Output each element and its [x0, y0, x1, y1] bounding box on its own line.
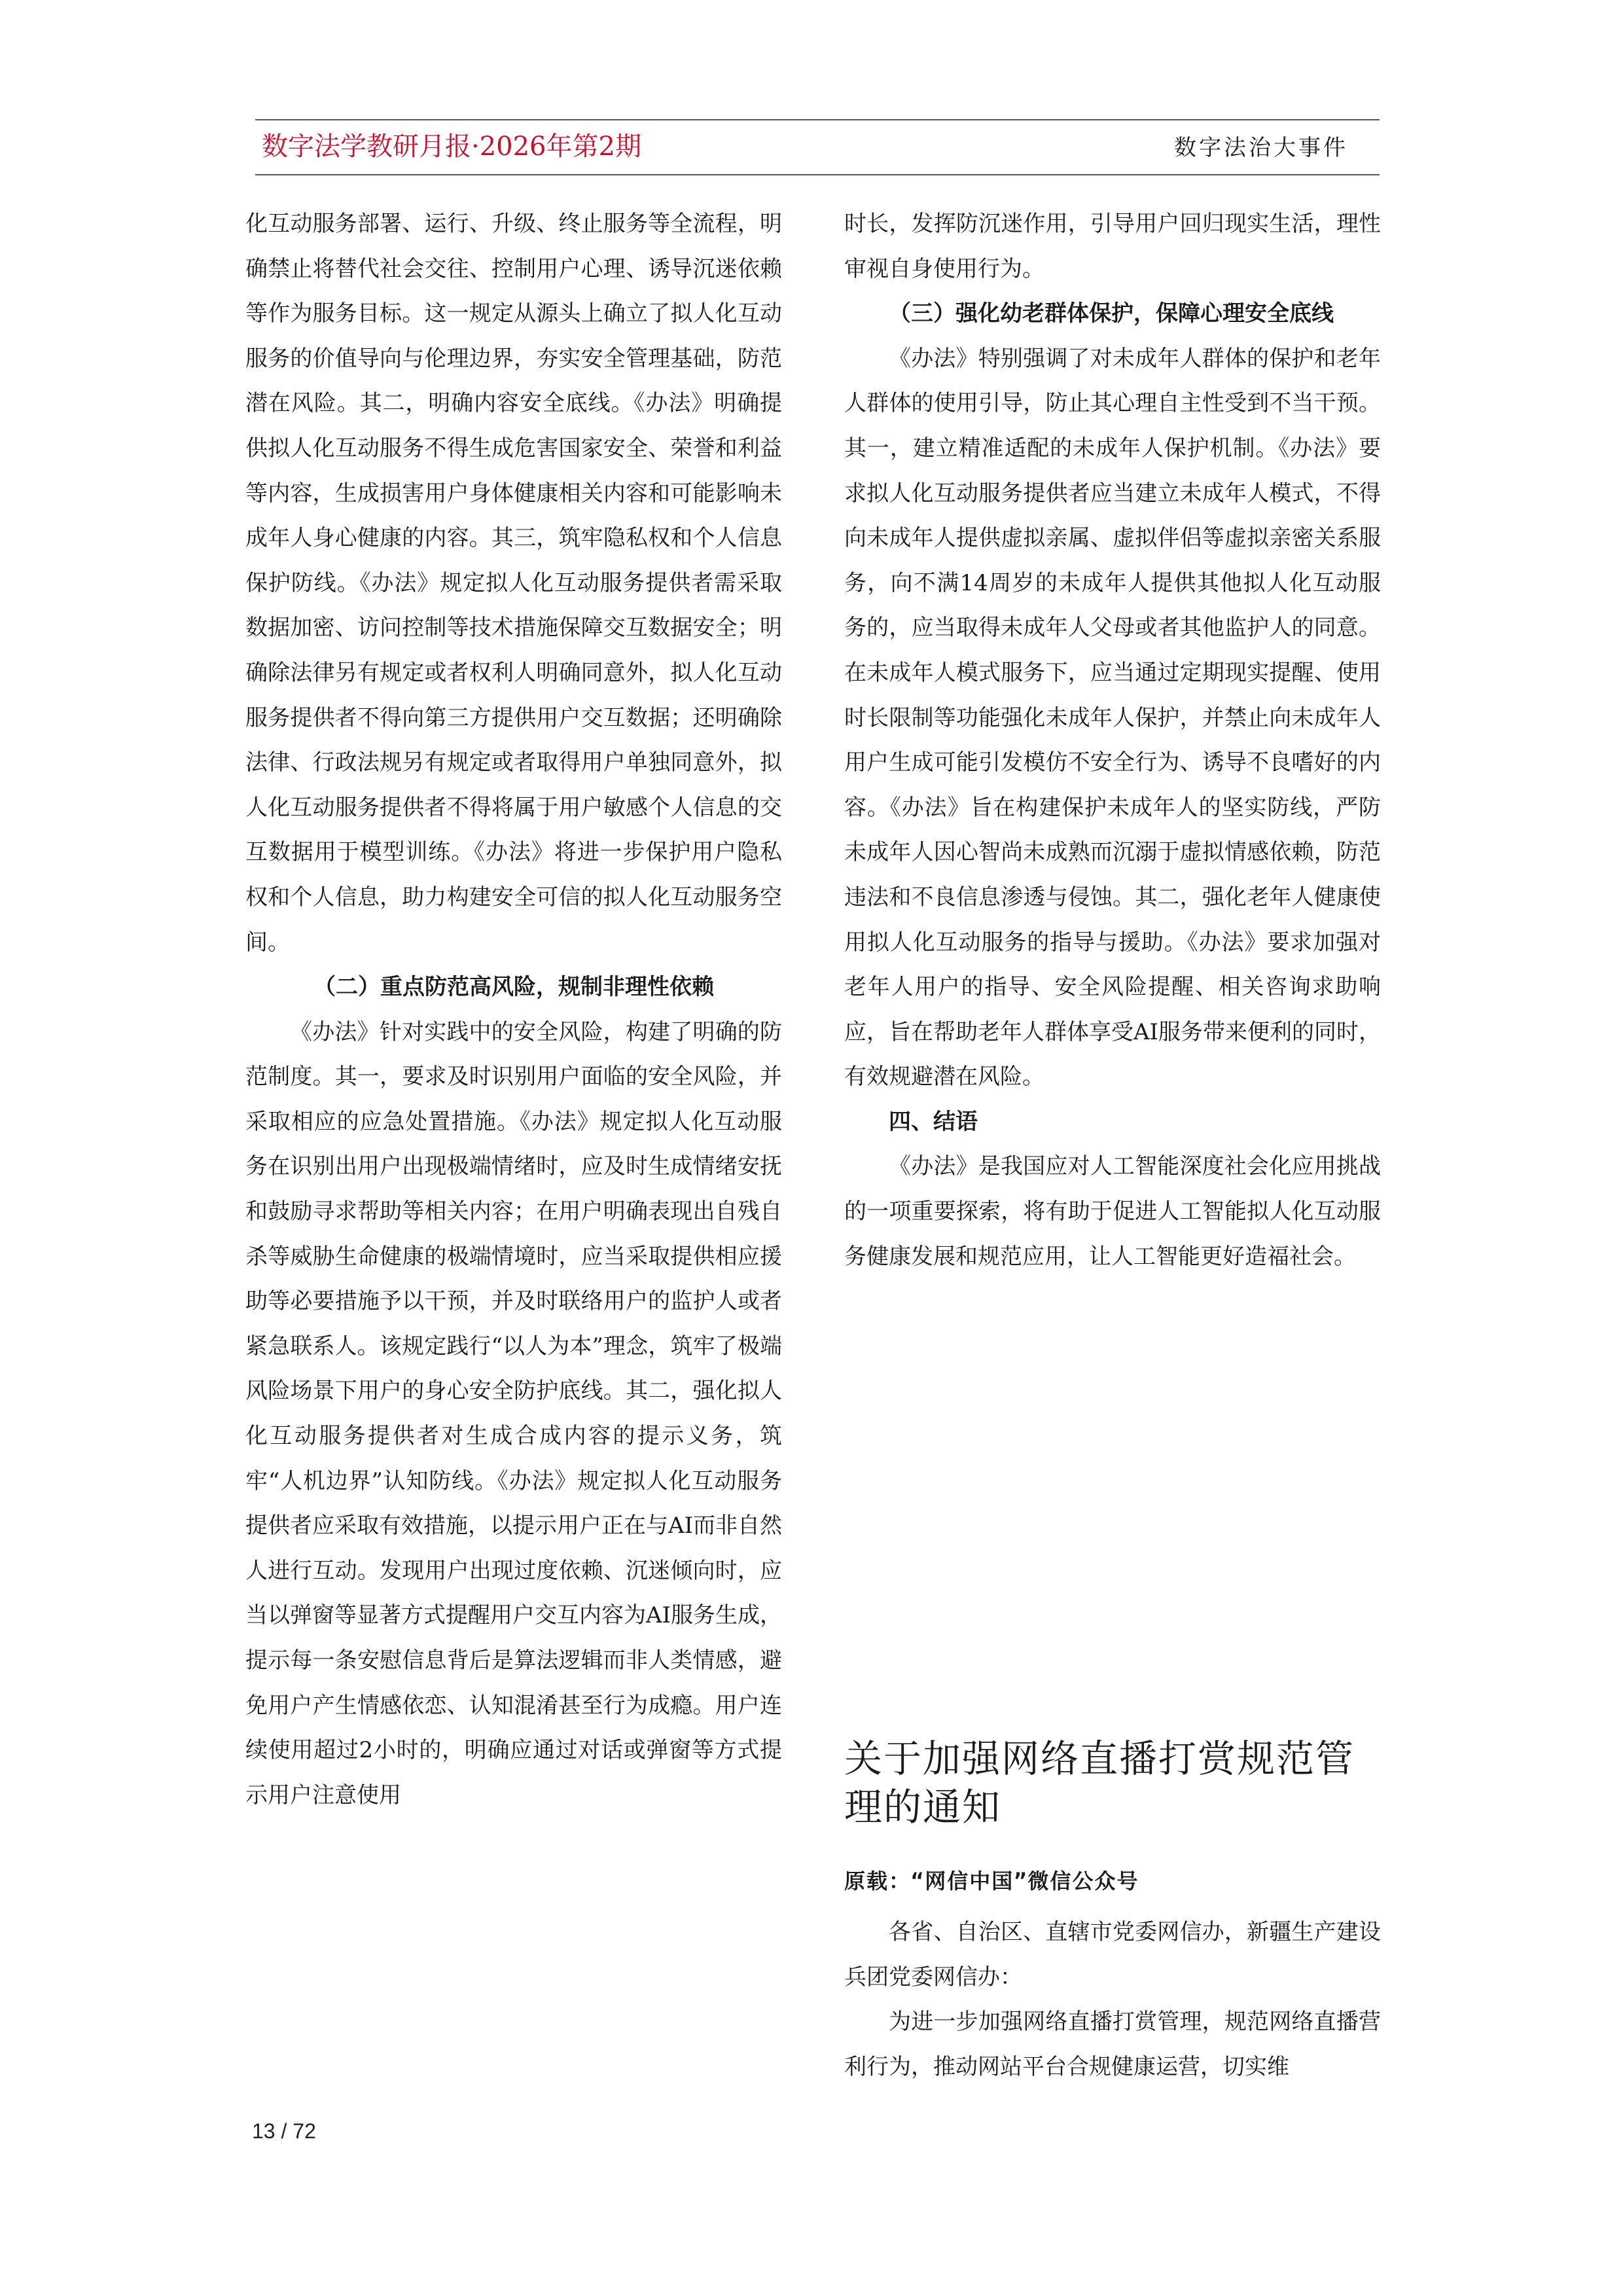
second-article-body: [844, 1910, 1381, 2089]
right-paragraph-3: 《办法》是我国应对人工智能深度社会化应用挑战的一项重要探索，将有助于促进人工智能拟人化互动服务健康发展和规范应用，让人工智能更好造福社会。: [844, 1153, 1381, 1270]
second-article-source: 原载：“网信中国”微信公众号: [844, 1869, 1139, 1893]
page-number: 13 / 72: [252, 2119, 316, 2143]
second-article-paragraph-1: 各省、自治区、直辖市党委网信办，新疆生产建设兵团党委网信办：: [844, 1919, 1381, 1990]
right-paragraph-1: 时长，发挥防沉迷作用，引导用户回归现实生活，理性审视自身使用行为。: [844, 211, 1381, 282]
running-header: [255, 119, 1380, 175]
second-article-paragraph-2: 为进一步加强网络直播打赏管理，规范网络直播营利行为，推动网站平台合规健康运营，切实维: [844, 2009, 1381, 2080]
right-subheading-2: 四、结语: [889, 1108, 978, 1135]
header-top-rule: [255, 119, 1380, 120]
left-paragraph-1: 化互动服务部署、运行、升级、终止服务等全流程，明确禁止将替代社会交往、控制用户心理、诱导沉迷依赖等作为服务目标。这一规定从源头上确立了拟人化互动服务的价值导向与伦理边界，夯实安全管理基础，防范潜在风险。其二，明确内容安全底线。《办法》明确提供拟人化互动服务不得生成危害国家安全、荣誉和利益等内容，生成损害用户身体健康相关内容和可能影响未成年人身心健康的内容。其三，筑牢隐私权和个人信息保护防线。《办法》规定拟人化互动服务提供者需采取数据加密、访问控制等技术措施保障交互数据安全；明确除法律另有规定或者权利人明确同意外，拟人化互动服务提供者不得向第三方提供用户交互数据；还明确除法律、行政法规另有规定或者取得用户单独同意外，拟人化互动服务提供者不得将属于用户敏感个人信息的交互数据用于模型训练。《办法》将进一步保护用户隐私权和个人信息，助力构建安全可信的拟人化互动服务空间。: [245, 211, 782, 956]
section-title: 数字法治大事件: [1174, 135, 1348, 161]
left-subheading: （二）重点防范高风险，规制非理性依赖: [313, 974, 714, 1001]
right-column: [844, 202, 1381, 1279]
right-paragraph-2: 《办法》特别强调了对未成年人群体的保护和老年人群体的使用引导，防止其心理自主性受到不当干预。其一，建立精准适配的未成年人保护机制。《办法》要求拟人化互动服务提供者应当建立未成年人模式，不得向未成年人提供虚拟亲属、虚拟伴侣等虚拟亲密关系服务，向不满14周岁的未成年人提供其他拟人化互动服务的，应当取得未成年人父母或者其他监护人的同意。在未成年人模式服务下，应当通过定期现实提醒、使用时长限制等功能强化未成年人保护，并禁止向未成年人用户生成可能引发模仿不安全行为、诱导不良嗜好的内容。《办法》旨在构建保护未成年人的坚实防线，严防未成年人因心智尚未成熟而沉溺于虚拟情感依赖，防范违法和不良信息渗透与侵蚀。其二，强化老年人健康使用拟人化互动服务的指导与援助。《办法》要求加强对老年人用户的指导、安全风险提醒、相关咨询求助响应，旨在帮助老年人群体享受AI服务带来便利的同时，有效规避潜在风险。: [844, 345, 1381, 1090]
second-article-title: 关于加强网络直播打赏规范管理的通知: [844, 1736, 1355, 1829]
left-column: [245, 202, 782, 1818]
header-bottom-rule: [255, 174, 1380, 175]
right-subheading-1: （三）强化幼老群体保护，保障心理安全底线: [889, 300, 1334, 327]
journal-title: 数字法学教研月报·2026年第2期: [262, 132, 641, 162]
left-paragraph-2: 《办法》针对实践中的安全风险，构建了明确的防范制度。其一，要求及时识别用户面临的安全风险，并采取相应的应急处置措施。《办法》规定拟人化互动服务在识别出用户出现极端情绪时，应及时生成情绪安抚和鼓励寻求帮助等相关内容；在用户明确表现出自残自杀等威胁生命健康的极端情境时，应当采取提供相应援助等必要措施予以干预，并及时联络用户的监护人或者紧急联系人。该规定践行“以人为本”理念，筑牢了极端风险场景下用户的身心安全防护底线。其二，强化拟人化互动服务提供者对生成合成内容的提示义务，筑牢“人机边界”认知防线。《办法》规定拟人化互动服务提供者应采取有效措施，以提示用户正在与AI而非自然人进行互动。发现用户出现过度依赖、沉迷倾向时，应当以弹窗等显著方式提醒用户交互内容为AI服务生成，提示每一条安慰信息背后是算法逻辑而非人类情感，避免用户产生情感依恋、认知混淆甚至行为成瘾。用户连续使用超过2小时的，明确应通过对话或弹窗等方式提示用户注意使用: [245, 1018, 782, 1808]
